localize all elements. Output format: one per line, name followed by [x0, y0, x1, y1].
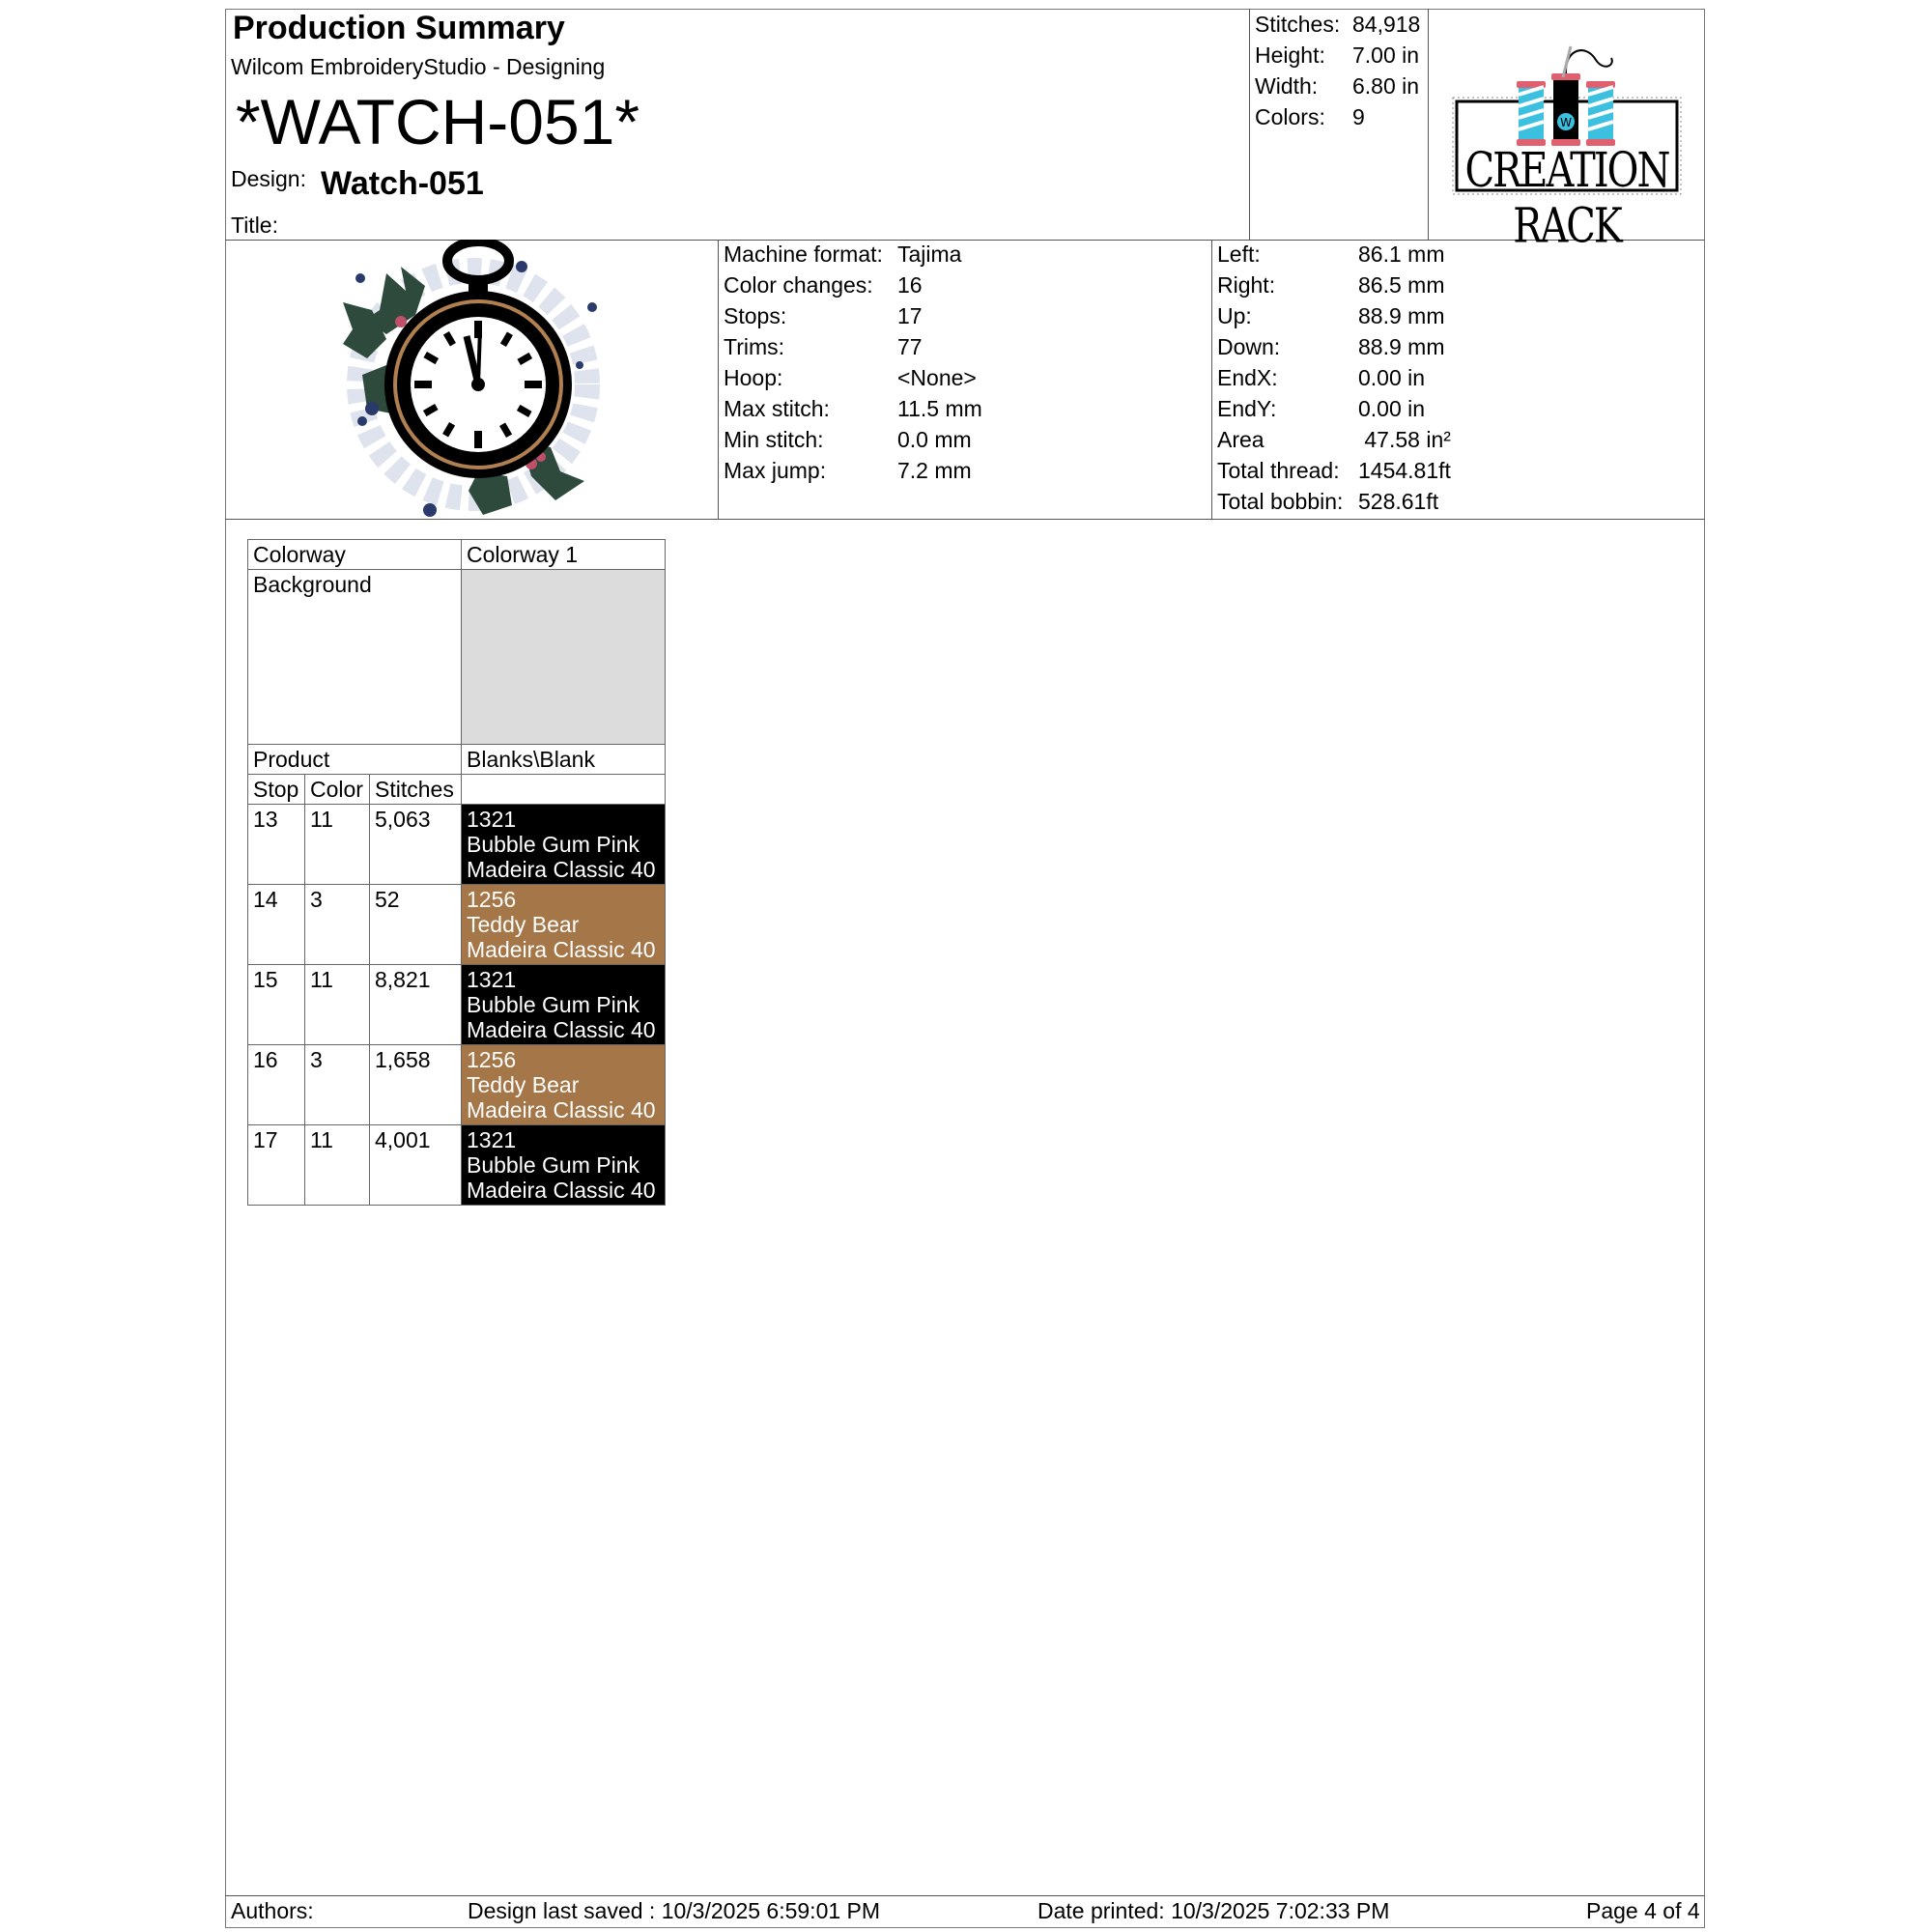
header-col-divider-2 [1428, 9, 1429, 241]
machine-value: Tajima [897, 242, 962, 267]
stop-stitches-cell: 4,001 [370, 1125, 462, 1206]
thread-swatch-cell [462, 1125, 666, 1206]
header-stitches: Stitches [370, 775, 462, 805]
machine-label: Trims: [724, 334, 785, 359]
stop-color-cell: 11 [305, 965, 370, 1045]
stop-row [248, 805, 666, 885]
product-row [248, 745, 666, 775]
product-label: Product [248, 745, 462, 775]
colorway-row [248, 540, 666, 570]
thread-code: 1321 [467, 967, 517, 992]
stop-color-cell: 3 [305, 1045, 370, 1125]
design-label: Design: [231, 166, 306, 191]
thread-swatch-cell [462, 805, 666, 885]
thread-name: Bubble Gum Pink [467, 992, 639, 1017]
design-preview-image [333, 240, 609, 520]
extent-value: 86.5 mm [1358, 272, 1445, 298]
machine-label: Machine format: [724, 242, 883, 267]
header-stop: Stop [248, 775, 305, 805]
extent-label: Down: [1217, 334, 1281, 359]
design-file-name: *WATCH-051* [236, 86, 640, 157]
stop-color-cell: 11 [305, 805, 370, 885]
colorway-label: Colorway [248, 540, 462, 570]
stop-stop-cell: 15 [248, 965, 305, 1045]
extent-value: 86.1 mm [1358, 242, 1445, 267]
machine-value: 7.2 mm [897, 458, 972, 483]
design-name: Watch-051 [321, 165, 484, 202]
stop-stitches-cell: 8,821 [370, 965, 462, 1045]
header-color: Color [305, 775, 370, 805]
thread-swatch-cell [462, 965, 666, 1045]
width-value: 6.80 in [1352, 73, 1420, 99]
extent-label: EndY: [1217, 396, 1277, 421]
info-col-divider-1 [718, 240, 719, 520]
machine-label: Max jump: [724, 458, 827, 483]
stop-stop-cell: 16 [248, 1045, 305, 1125]
stop-row [248, 1045, 666, 1125]
product-value: Blanks\Blank [462, 745, 666, 775]
spool-left-icon [1517, 81, 1546, 146]
height-label: Height: [1255, 43, 1325, 68]
machine-label: Stops: [724, 303, 787, 328]
thread-brand: Madeira Classic 40 [467, 1017, 656, 1042]
logo-text: CREATION RACK [1464, 143, 1669, 254]
stop-stop-cell: 17 [248, 1125, 305, 1206]
stop-color-cell: 3 [305, 885, 370, 965]
machine-label: Color changes: [724, 272, 873, 298]
extent-value: 88.9 mm [1358, 303, 1445, 328]
colors-value: 9 [1352, 104, 1365, 129]
stop-row [248, 1125, 666, 1206]
extent-label: Left: [1217, 242, 1261, 267]
machine-value: 77 [897, 334, 923, 359]
title-label: Title: [231, 213, 278, 238]
extent-value: 47.58 in² [1358, 427, 1451, 452]
colors-label: Colors: [1255, 104, 1325, 129]
stop-stop-cell: 13 [248, 805, 305, 885]
colorway-value: Colorway 1 [462, 540, 666, 570]
extent-label: Area [1217, 427, 1264, 452]
stop-stitches-cell: 1,658 [370, 1045, 462, 1125]
app-name: Wilcom EmbroideryStudio - Designing [231, 54, 606, 79]
footer-date-printed: Date printed: 10/3/2025 7:02:33 PM [1037, 1898, 1390, 1923]
thread-swatch-cell [462, 885, 666, 965]
thread-code: 1321 [467, 807, 517, 832]
extent-value: 88.9 mm [1358, 334, 1445, 359]
machine-value: 11.5 mm [897, 396, 982, 421]
thread-code: 1256 [467, 1047, 517, 1072]
stop-stop-cell: 14 [248, 885, 305, 965]
machine-value: 16 [897, 272, 923, 298]
thread-brand: Madeira Classic 40 [467, 937, 656, 962]
thread-code: 1321 [467, 1127, 517, 1152]
stop-row [248, 965, 666, 1045]
stop-color-cell: 11 [305, 1125, 370, 1206]
background-row [248, 570, 666, 745]
extent-label: Up: [1217, 303, 1252, 328]
background-label: Background [248, 570, 462, 745]
machine-value: 17 [897, 303, 923, 328]
footer-page-number: Page 4 of 4 [1586, 1898, 1700, 1923]
creation-rack-logo [1451, 39, 1683, 254]
stitches-label: Stitches: [1255, 12, 1341, 37]
extent-label: Total thread: [1217, 458, 1340, 483]
footer-authors: Authors: [231, 1898, 314, 1923]
needle-thread-icon [1566, 50, 1612, 73]
footer-last-saved: Design last saved : 10/3/2025 6:59:01 PM [468, 1898, 881, 1923]
footer-divider [225, 1895, 1705, 1896]
thread-name: Teddy Bear [467, 912, 580, 937]
stop-row [248, 885, 666, 965]
extent-value: 0.00 in [1358, 396, 1426, 421]
machine-label: Hoop: [724, 365, 783, 390]
header-swatch [462, 775, 666, 805]
thread-brand: Madeira Classic 40 [467, 1097, 656, 1122]
stop-stitches-cell: 5,063 [370, 805, 462, 885]
background-swatch [462, 570, 666, 745]
thread-name: Bubble Gum Pink [467, 1152, 639, 1178]
thread-name: Bubble Gum Pink [467, 832, 639, 857]
colorway-table [247, 539, 666, 1206]
spool-right-icon [1586, 81, 1615, 146]
machine-label: Max stitch: [724, 396, 830, 421]
spool-middle-icon [1551, 73, 1580, 146]
thread-swatch-cell [462, 1045, 666, 1125]
extent-label: Right: [1217, 272, 1276, 298]
machine-value: <None> [897, 365, 977, 390]
extent-label: Total bobbin: [1217, 489, 1344, 514]
height-value: 7.00 in [1352, 43, 1420, 68]
extent-label: EndX: [1217, 365, 1278, 390]
width-label: Width: [1255, 73, 1319, 99]
machine-value: 0.0 mm [897, 427, 972, 452]
info-col-divider-2 [1211, 240, 1212, 520]
thread-brand: Madeira Classic 40 [467, 1178, 656, 1203]
svg-text:W: W [1560, 116, 1572, 129]
thread-code: 1256 [467, 887, 517, 912]
stop-stitches-cell: 52 [370, 885, 462, 965]
page-title: Production Summary [233, 10, 565, 46]
extent-value: 528.61ft [1358, 489, 1439, 514]
stitches-value: 84,918 [1352, 12, 1421, 37]
table-header-row [248, 775, 666, 805]
extent-value: 0.00 in [1358, 365, 1426, 390]
machine-label: Min stitch: [724, 427, 824, 452]
thread-brand: Madeira Classic 40 [467, 857, 656, 882]
header-col-divider-1 [1249, 9, 1250, 241]
extent-value: 1454.81ft [1358, 458, 1451, 483]
thread-name: Teddy Bear [467, 1072, 580, 1097]
